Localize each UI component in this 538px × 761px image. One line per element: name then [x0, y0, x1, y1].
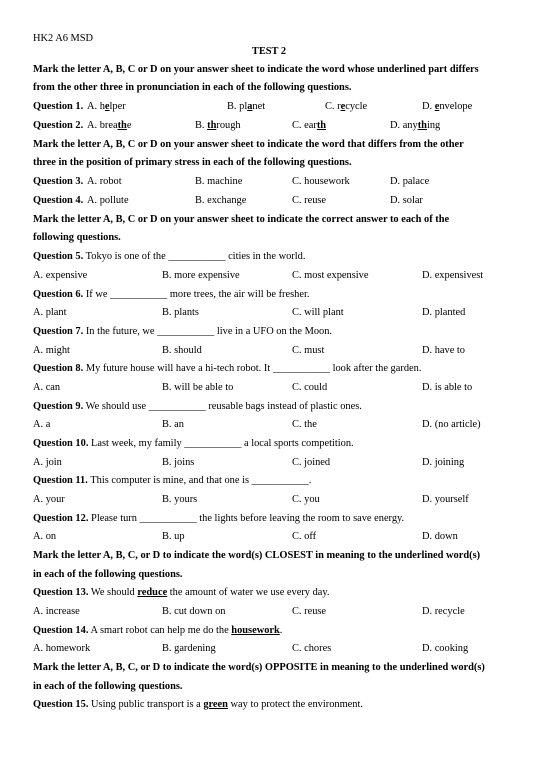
option-c[interactable]: C. earth — [292, 120, 327, 131]
option-b[interactable]: B. more expensive — [162, 270, 240, 281]
question-13: Question 13. We should reduce the amount of water we use every day. — [33, 587, 330, 598]
instruction-line: Mark the letter A, B, C or D on your answer sheet to indicate the word that differs from the other — [33, 139, 464, 150]
option-a[interactable]: A. breathe — [87, 120, 132, 131]
option-c[interactable]: C. must — [292, 345, 325, 356]
instruction-line: following questions. — [33, 232, 121, 243]
option-d[interactable]: D. (no article) — [422, 419, 481, 430]
option-a[interactable]: A. expensive — [33, 270, 88, 281]
option-a[interactable]: A. join — [33, 457, 62, 468]
option-d[interactable]: D. down — [422, 531, 458, 542]
option-a[interactable]: A. your — [33, 494, 65, 505]
instruction-line: from the other three in pronunciation in each of the following questions. — [33, 82, 352, 93]
instruction-line: Mark the letter A, B, C, or D to indicate the word(s) OPPOSITE in meaning to the underlined word(s) — [33, 662, 485, 673]
header-code: HK2 A6 MSD — [33, 33, 94, 44]
question-9: Question 9. We should use ___________ reusable bags instead of plastic ones. — [33, 401, 362, 412]
option-b[interactable]: B. yours — [162, 494, 198, 505]
option-d[interactable]: D. palace — [390, 176, 430, 187]
option-b[interactable]: B. planet — [227, 101, 266, 112]
option-c[interactable]: C. recycle — [325, 101, 368, 112]
instruction-line: Mark the letter A, B, C or D on your answer sheet to indicate the correct answer to each of the — [33, 214, 450, 225]
question-1 — [33, 101, 83, 113]
option-c[interactable]: C. joined — [292, 457, 331, 468]
question-11: Question 11. This computer is mine, and that one is ___________. — [33, 475, 312, 486]
option-d[interactable]: D. have to — [422, 345, 465, 356]
question-5: Question 5. Tokyo is one of the ___________ cities in the world. — [33, 251, 306, 262]
option-a[interactable]: A. helper — [87, 101, 126, 112]
option-d[interactable]: D. recycle — [422, 606, 465, 617]
option-b[interactable]: B. machine — [195, 176, 243, 187]
option-a[interactable]: A. robot — [87, 176, 122, 187]
option-c[interactable]: C. reuse — [292, 195, 327, 206]
option-c[interactable]: C. chores — [292, 643, 332, 654]
option-d[interactable]: D. anything — [390, 120, 441, 131]
option-c[interactable]: C. the — [292, 419, 317, 430]
option-b[interactable]: B. plants — [162, 307, 199, 318]
instruction-line: Mark the letter A, B, C, or D to indicate the word(s) CLOSEST in meaning to the underlined word(s) — [33, 550, 481, 561]
question-7: Question 7. In the future, we ___________ live in a UFO on the Moon. — [33, 326, 333, 337]
question-2 — [33, 120, 83, 132]
question-6: Question 6. If we ___________ more trees, the air will be fresher. — [33, 289, 310, 300]
question-10: Question 10. Last week, my family ___________ a local sports competition. — [33, 438, 354, 449]
option-d[interactable]: D. planted — [422, 307, 466, 318]
option-c[interactable]: C. could — [292, 382, 328, 393]
question-12: Question 12. Please turn ___________ the lights before leaving the room to save energy. — [33, 513, 405, 524]
option-d[interactable]: D. yourself — [422, 494, 469, 505]
question-4: Question 4. — [33, 195, 84, 206]
option-d[interactable]: D. solar — [390, 195, 423, 206]
option-d[interactable]: D. expensivest — [422, 270, 484, 281]
option-c[interactable]: C. you — [292, 494, 320, 505]
option-b[interactable]: B. gardening — [162, 643, 216, 654]
option-c[interactable]: C. off — [292, 531, 317, 542]
option-b[interactable]: B. will be able to — [162, 382, 234, 393]
option-b[interactable]: B. cut down on — [162, 606, 226, 617]
option-c[interactable]: C. reuse — [292, 606, 327, 617]
option-b[interactable]: B. an — [162, 419, 184, 430]
option-d[interactable]: D. joining — [422, 457, 465, 468]
option-a[interactable]: A. plant — [33, 307, 67, 318]
option-c[interactable]: C. will plant — [292, 307, 344, 318]
instruction-line: in each of the following questions. — [33, 569, 183, 580]
question-15: Question 15. Using public transport is a green way to protect the environment. — [33, 699, 363, 710]
option-d[interactable]: D. envelope — [422, 101, 473, 112]
option-b[interactable]: B. through — [195, 120, 241, 131]
option-b[interactable]: B. exchange — [195, 195, 247, 206]
page-title: TEST 2 — [251, 46, 287, 57]
question-label: Question 2. — [33, 120, 84, 131]
instruction-line: Mark the letter A, B, C or D on your answer sheet to indicate the word whose underlined part differs — [33, 64, 479, 75]
question-label: Question 1. — [33, 101, 84, 112]
option-a[interactable]: A. pollute — [87, 195, 129, 206]
option-c[interactable]: C. housework — [292, 176, 350, 187]
instruction-line: in each of the following questions. — [33, 681, 183, 692]
question-3: Question 3. — [33, 176, 84, 187]
question-14: Question 14. A smart robot can help me do the housework. — [33, 625, 283, 636]
underlined-word: housework — [231, 625, 280, 636]
option-d[interactable]: D. is able to — [422, 382, 473, 393]
option-b[interactable]: B. should — [162, 345, 202, 356]
option-b[interactable]: B. up — [162, 531, 185, 542]
instruction-line: three in the position of primary stress in each of the following questions. — [33, 157, 352, 168]
underlined-word: green — [203, 699, 228, 710]
option-c[interactable]: C. most expensive — [292, 270, 369, 281]
option-d[interactable]: D. cooking — [422, 643, 469, 654]
option-a[interactable]: A. homework — [33, 643, 91, 654]
option-a[interactable]: A. on — [33, 531, 57, 542]
option-a[interactable]: A. might — [33, 345, 70, 356]
option-a[interactable]: A. can — [33, 382, 61, 393]
question-8: Question 8. My future house will have a hi-tech robot. It ___________ look after the garden. — [33, 363, 422, 374]
option-a[interactable]: A. a — [33, 419, 51, 430]
option-b[interactable]: B. joins — [162, 457, 195, 468]
underlined-word: reduce — [137, 587, 168, 598]
option-a[interactable]: A. increase — [33, 606, 80, 617]
